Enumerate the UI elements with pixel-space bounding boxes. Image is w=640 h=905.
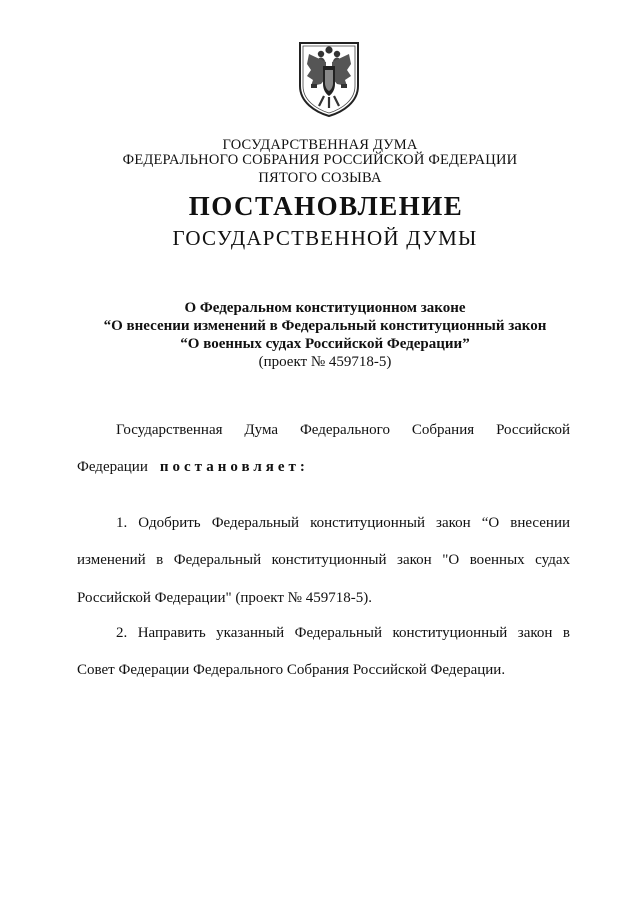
- header-federal-assembly: ФЕДЕРАЛЬНОГО СОБРАНИЯ РОССИЙСКОЙ ФЕДЕРАЦИИ: [122, 152, 518, 168]
- state-emblem-icon: [297, 40, 361, 118]
- header-duma: ГОСУДАРСТВЕННАЯ ДУМА: [222, 137, 418, 153]
- item2-line-2: Совет Федерации Федерального Собрания Российской Федерации.: [77, 662, 506, 678]
- subject-line-2: “О внесении изменений в Федеральный конституционный закон: [103, 318, 547, 334]
- intro-line-2: [77, 459, 309, 476]
- subject-project-number: (проект № 459718-5): [258, 354, 392, 370]
- document-subtitle: ГОСУДАРСТВЕННОЙ ДУМЫ: [172, 226, 478, 250]
- item1-line-1: 1. Одобрить Федеральный конституционный закон “О внесении: [116, 515, 570, 531]
- subject-line-3: “О военных судах Российской Федерации”: [180, 336, 470, 352]
- intro-line-1: Государственная Дума Федерального Собрания Российской: [116, 422, 570, 438]
- item2-line-1: 2. Направить указанный Федеральный конституционный закон в: [116, 625, 570, 641]
- header-convocation: ПЯТОГО СОЗЫВА: [258, 170, 382, 186]
- intro-verb: постановляет:: [159, 459, 309, 475]
- document-title: ПОСТАНОВЛЕНИЕ: [188, 191, 464, 221]
- subject-line-1: О Федеральном конституционном законе: [184, 300, 466, 316]
- item1-line-3: Российской Федерации" (проект № 459718-5).: [77, 590, 372, 606]
- intro-federation: Федерации: [77, 459, 148, 475]
- item1-line-2: изменений в Федеральный конституционный закон "О военных судах: [77, 552, 570, 568]
